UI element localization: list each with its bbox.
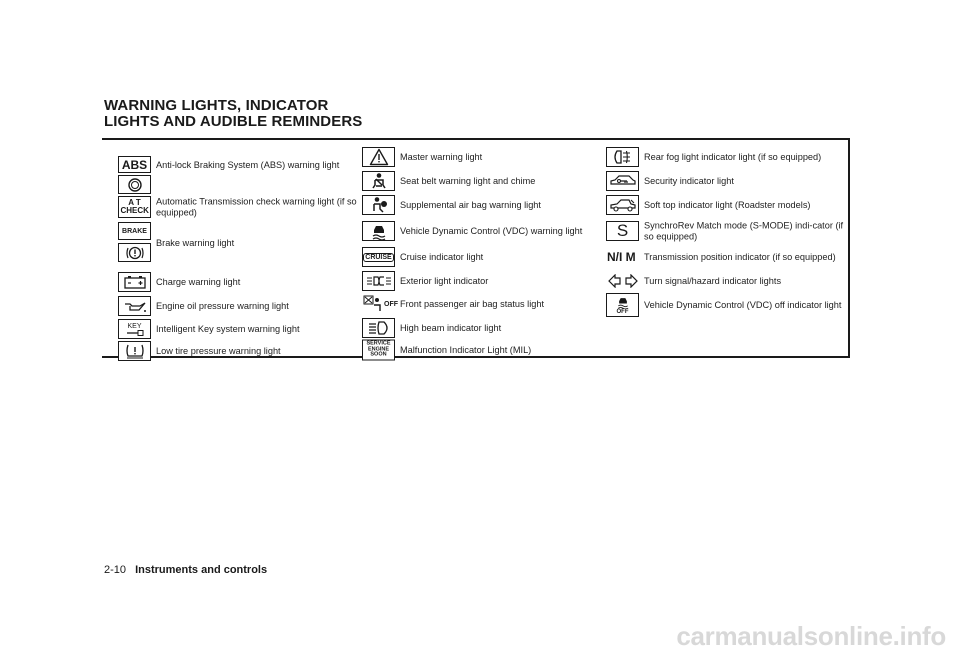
row-master-warning — [362, 146, 602, 168]
row-at-check — [118, 190, 358, 224]
at-check-icon: A T CHECK — [118, 196, 151, 218]
s-mode-icon: S — [606, 221, 639, 241]
row-high-beam — [362, 317, 602, 339]
vdc-off-label: Vehicle Dynamic Control (VDC) off indicator light — [644, 299, 842, 310]
high-beam-icon — [362, 318, 395, 338]
warning-lights-table — [102, 138, 850, 358]
key-label: Intelligent Key system warning light — [156, 323, 300, 334]
section-name: Instruments and controls — [135, 564, 268, 576]
passenger-airbag-label: Front passenger air bag status light — [400, 298, 545, 309]
abs-icon: ABS — [118, 156, 151, 173]
exterior-light-icon — [362, 271, 395, 291]
row-transmission-position — [606, 244, 850, 270]
tire-pressure-icon — [118, 341, 151, 361]
row-passenger-airbag — [362, 292, 602, 316]
transmission-position-icon: N/I M — [606, 247, 642, 267]
row-airbag — [362, 194, 602, 216]
seat-belt-icon — [362, 171, 395, 191]
row-brake — [118, 222, 358, 264]
page-title — [104, 98, 504, 130]
master-warning-label: Master warning light — [400, 151, 483, 162]
key-icon: KEY — [118, 319, 151, 339]
row-rear-fog — [606, 146, 850, 168]
oil-label: Engine oil pressure warning light — [156, 300, 289, 311]
page-number: 2-10 — [104, 564, 127, 576]
cruise-label: Cruise indicator light — [400, 251, 484, 262]
row-mil — [362, 339, 602, 361]
row-seat-belt — [362, 170, 602, 192]
soft-top-label: Soft top indicator light (Roadster models) — [644, 199, 811, 210]
title-line-1: WARNING LIGHTS, INDICATOR — [104, 97, 329, 114]
oil-can-icon — [118, 296, 151, 316]
row-charge — [118, 271, 358, 293]
charge-label: Charge warning light — [156, 276, 241, 287]
mil-label: Malfunction Indicator Light (MIL) — [400, 344, 532, 355]
cruise-icon: CRUISE — [362, 247, 395, 267]
brake-icon: BRAKE — [118, 222, 151, 240]
abs-label: Anti-lock Braking System (ABS) warning light — [156, 159, 340, 170]
service-engine-soon-icon: SERVICE ENGINE SOON — [362, 340, 395, 361]
vdc-label: Vehicle Dynamic Control (VDC) warning light — [400, 225, 583, 236]
row-key — [118, 318, 358, 340]
brake-label: Brake warning light — [156, 237, 235, 248]
row-turn-signal — [606, 270, 850, 292]
transmission-position-label: Transmission position indicator (if so equipped) — [644, 251, 836, 262]
at-check-label: Automatic Transmission check warning light (if so equipped) — [156, 196, 357, 217]
row-cruise — [362, 246, 602, 268]
seat-belt-label: Seat belt warning light and chime — [400, 175, 536, 186]
rear-fog-icon — [606, 147, 639, 167]
page-footer — [104, 564, 267, 576]
passenger-airbag-off-icon: OFF — [362, 294, 400, 314]
security-icon — [606, 171, 639, 191]
s-mode-label: SynchroRev Match mode (S-MODE) indi-cator (if so equipped) — [644, 220, 844, 241]
row-tire — [118, 340, 358, 362]
security-label: Security indicator light — [644, 175, 734, 186]
title-line-2: LIGHTS AND AUDIBLE REMINDERS — [104, 113, 363, 130]
row-vdc-off — [606, 292, 850, 318]
row-oil — [118, 295, 358, 317]
exterior-light-label: Exterior light indicator — [400, 275, 489, 286]
row-abs — [118, 146, 358, 184]
row-exterior-light — [362, 270, 602, 292]
turn-signal-icon — [606, 271, 639, 291]
turn-signal-label: Turn signal/hazard indicator lights — [644, 275, 782, 286]
high-beam-label: High beam indicator light — [400, 322, 502, 333]
brake-circle-icon — [118, 243, 151, 262]
tire-label: Low tire pressure warning light — [156, 345, 281, 356]
soft-top-icon — [606, 195, 639, 215]
vdc-icon — [362, 221, 395, 241]
vdc-off-icon: OFF — [606, 293, 639, 317]
airbag-icon — [362, 195, 395, 215]
airbag-label: Supplemental air bag warning light — [400, 199, 541, 210]
row-security — [606, 170, 850, 192]
row-vdc — [362, 218, 602, 244]
master-warning-icon — [362, 147, 395, 167]
watermark: carmanualsonline.info — [676, 621, 946, 651]
battery-icon — [118, 272, 151, 292]
row-s-mode — [606, 218, 850, 244]
rear-fog-label: Rear fog light indicator light (if so equipped) — [644, 151, 822, 162]
row-soft-top — [606, 194, 850, 216]
